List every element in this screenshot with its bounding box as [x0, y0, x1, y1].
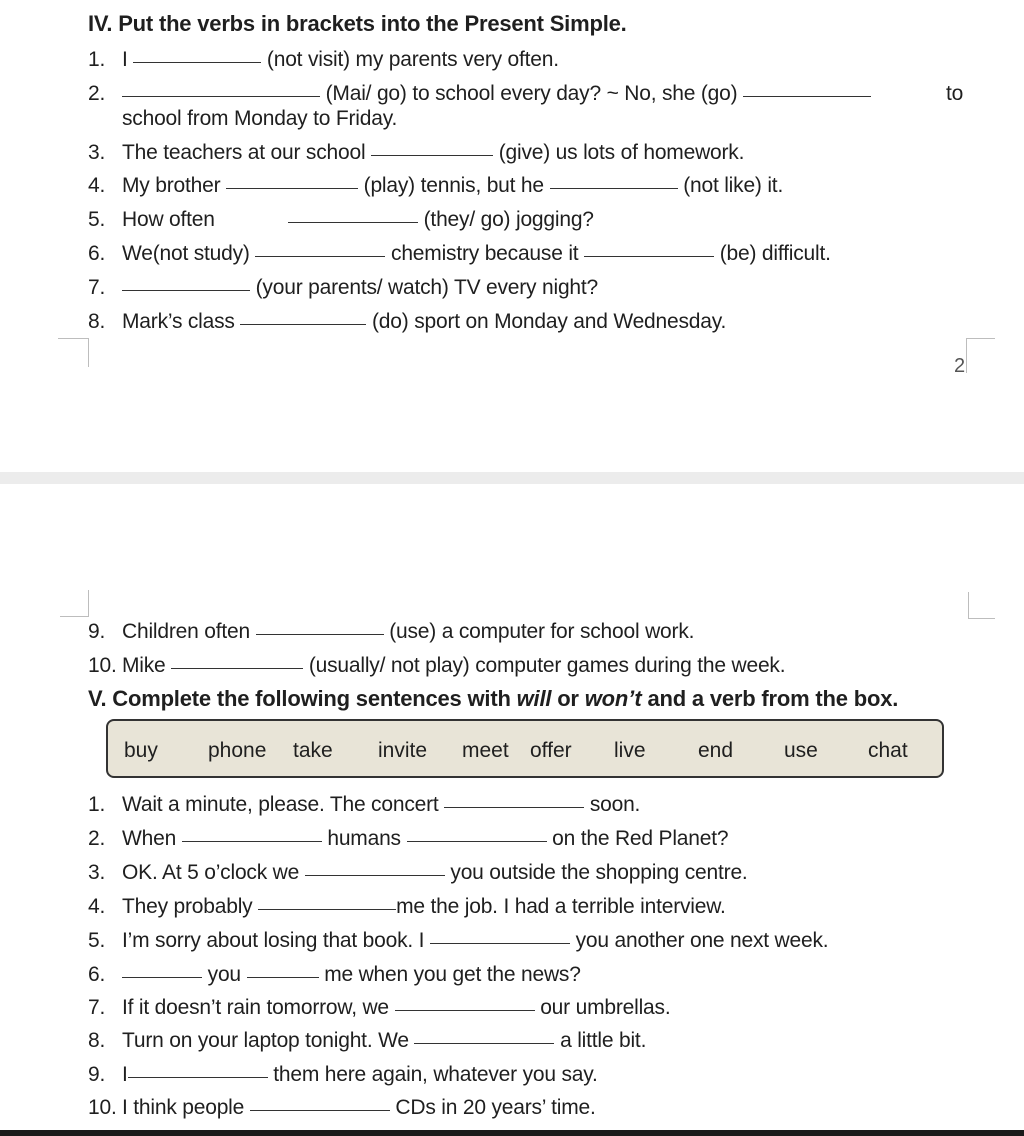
answer-blank[interactable]: [133, 61, 261, 63]
answer-blank[interactable]: [395, 1009, 535, 1011]
item-text: (Mai/ go) to school every day? ~ No, she (go): [122, 81, 871, 107]
item-text: We(not study) chemistry because it (be) difficult.: [122, 242, 831, 265]
item-number: 10.: [88, 1096, 117, 1119]
answer-blank[interactable]: [122, 95, 320, 97]
item-number: 9.: [88, 620, 106, 643]
page-bottom-edge: [0, 1130, 1024, 1136]
item-text: Wait a minute, please. The concert soon.: [122, 793, 641, 816]
answer-blank[interactable]: [444, 806, 584, 808]
answer-blank[interactable]: [550, 187, 678, 189]
item-text: The teachers at our school (give) us lots of homework.: [122, 141, 745, 164]
answer-blank[interactable]: [128, 1076, 268, 1078]
item-number: 4.: [88, 174, 106, 197]
item-number: 1.: [88, 793, 106, 816]
crop-mark: [58, 338, 89, 367]
answer-blank[interactable]: [584, 255, 714, 257]
item-number: 7.: [88, 276, 106, 299]
item-number: 1.: [88, 48, 106, 71]
item-number: 6.: [88, 963, 106, 986]
verb-phone: phone: [208, 739, 267, 762]
answer-blank[interactable]: [226, 187, 358, 189]
item-number: 2.: [88, 82, 106, 105]
item-number: 7.: [88, 996, 106, 1019]
section-4-title: IV. Put the verbs in brackets into the Present Simple.: [88, 11, 627, 36]
crop-mark: [60, 590, 89, 617]
answer-blank[interactable]: [240, 323, 366, 325]
item-number: 5.: [88, 929, 106, 952]
item-number: 4.: [88, 895, 106, 918]
page-separator: [0, 472, 1024, 484]
answer-blank[interactable]: [122, 289, 250, 291]
item-number: 10.: [88, 654, 117, 677]
item-number: 6.: [88, 242, 106, 265]
item-text: you me when you get the news?: [122, 962, 581, 988]
item-text: Children often (use) a computer for school work.: [122, 620, 695, 643]
answer-blank[interactable]: [430, 942, 570, 944]
answer-blank[interactable]: [305, 874, 445, 876]
verb-box: [106, 719, 944, 778]
answer-blank[interactable]: [258, 908, 396, 910]
answer-blank[interactable]: [250, 1109, 390, 1111]
answer-blank[interactable]: [122, 976, 202, 978]
item-text: Mike (usually/ not play) computer games during the week.: [122, 654, 786, 677]
item-text: (your parents/ watch) TV every night?: [122, 275, 598, 301]
answer-blank[interactable]: [371, 154, 493, 156]
answer-blank[interactable]: [171, 667, 303, 669]
item-text: If it doesn’t rain tomorrow, we our umbrellas.: [122, 996, 671, 1019]
item-number: 2.: [88, 827, 106, 850]
verb-meet: meet: [462, 739, 509, 762]
verb-buy: buy: [124, 739, 158, 762]
verb-take: take: [293, 739, 333, 762]
item-text: When humans on the Red Planet?: [122, 827, 729, 850]
answer-blank[interactable]: [182, 840, 322, 842]
item-text-tail: to: [946, 82, 964, 105]
item-number: 3.: [88, 861, 106, 884]
item-text: Mark’s class (do) sport on Monday and Wednesday.: [122, 310, 727, 333]
item-number: 5.: [88, 208, 106, 231]
item-text: I think people CDs in 20 years’ time.: [122, 1096, 596, 1119]
answer-blank[interactable]: [407, 840, 547, 842]
item-text: How often: [122, 208, 215, 231]
verb-end: end: [698, 739, 734, 762]
crop-mark: [968, 592, 995, 619]
answer-blank[interactable]: [743, 95, 871, 97]
answer-blank[interactable]: [247, 976, 319, 978]
item-number: 3.: [88, 141, 106, 164]
verb-invite: invite: [378, 739, 428, 762]
item-text: I’m sorry about losing that book. I you another one next week.: [122, 929, 829, 952]
verb-chat: chat: [868, 739, 908, 762]
item-number: 8.: [88, 1029, 106, 1052]
crop-mark: [966, 338, 995, 373]
item-text: Turn on your laptop tonight. We a little bit.: [122, 1029, 647, 1052]
item-text: My brother (play) tennis, but he (not like) it.: [122, 174, 784, 197]
answer-blank[interactable]: [414, 1042, 554, 1044]
item-text: OK. At 5 o’clock we you outside the shopping centre.: [122, 861, 748, 884]
verb-use: use: [784, 739, 818, 762]
answer-blank[interactable]: [288, 221, 418, 223]
item-text: I (not visit) my parents very often.: [122, 48, 559, 71]
verb-live: live: [614, 739, 646, 762]
answer-blank[interactable]: [255, 255, 385, 257]
item-text: I them here again, whatever you say.: [122, 1063, 598, 1086]
item-number: 8.: [88, 310, 106, 333]
page-number: 2: [954, 355, 966, 377]
verb-offer: offer: [530, 739, 572, 762]
item-text: They probably me the job. I had a terrible interview.: [122, 895, 726, 918]
answer-blank[interactable]: [256, 633, 384, 635]
item-number: 9.: [88, 1063, 106, 1086]
section-5-title: V. Complete the following sentences with will or won’t and a verb from the box.: [88, 686, 899, 711]
